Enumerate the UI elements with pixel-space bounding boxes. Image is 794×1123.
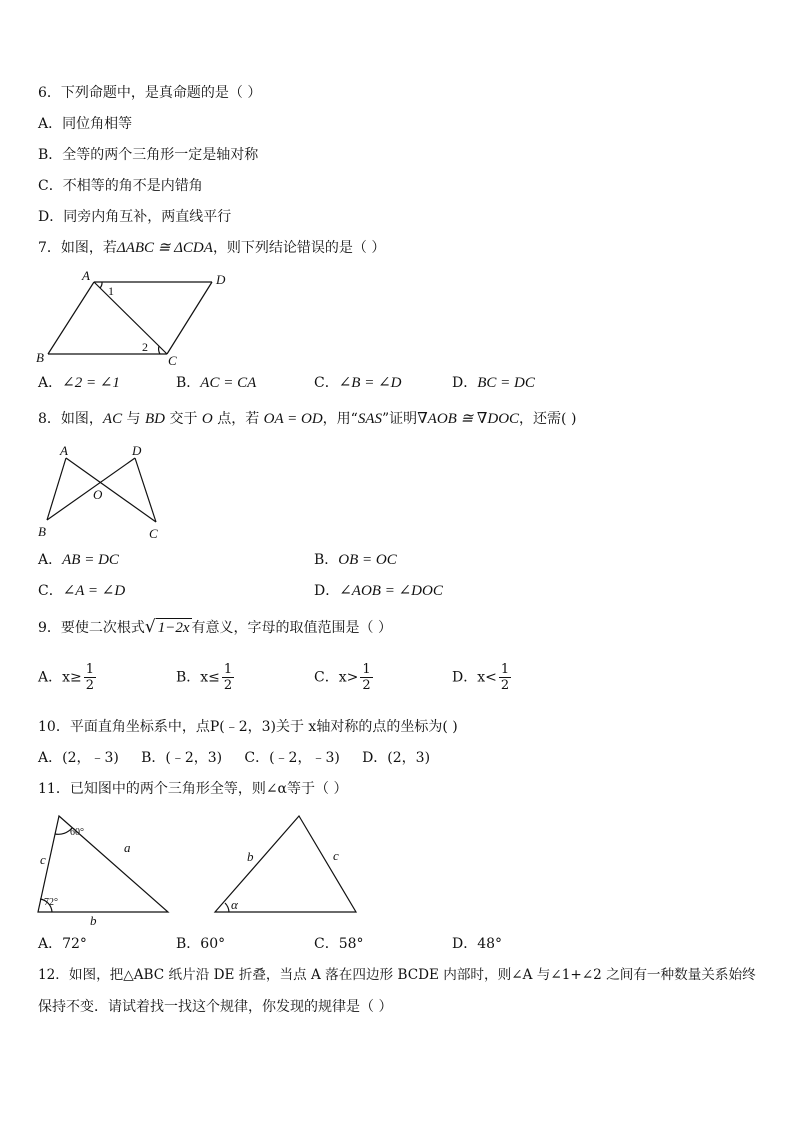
q11-triangle-right-figure	[205, 808, 375, 928]
q12-stem-line1: 12．如图，把△ABC 纸片沿 DE 折叠，当点 A 落在四边形 BCDE 内部时，则∠A 与∠1+∠2 之间有一种数量关系始终	[38, 967, 756, 983]
q7-label-b: B	[36, 350, 44, 365]
q6-option-d: D．同旁内角互补，两直线平行	[38, 209, 232, 225]
q6-option-a: A．同位角相等	[38, 116, 133, 132]
q10-options: A．(2，﹣3) B．(﹣2，3) C．(﹣2，﹣3) D．(2，3)	[38, 750, 431, 766]
q9-radicand: 1−2x	[157, 620, 190, 636]
q8-label-d: D	[132, 443, 142, 458]
q10-stem: 10．平面直角坐标系中，点P(﹣2，3)关于 x轴对称的点的坐标为( )	[38, 719, 458, 735]
q11-right-side-b: b	[247, 849, 254, 864]
q7-option-c: C．∠B = ∠D	[314, 375, 402, 391]
q6-option-b: B．全等的两个三角形一定是轴对称	[38, 147, 259, 163]
q11-angle-60: 60°	[70, 827, 84, 838]
q7-option-a: A．∠2 = ∠1	[38, 375, 120, 391]
q8-option-c: C．∠A = ∠D	[38, 583, 126, 599]
q8-option-d: D．∠AOB = ∠DOC	[314, 583, 443, 599]
q11-option-b: B．60°	[176, 936, 226, 952]
q9-stem: 9．要使二次根式√ 1−2x 有意义，字母的取值范围是（ ）	[38, 617, 392, 637]
q7-angle-1: 1	[108, 284, 114, 298]
q12-stem-line2: 保持不变．请试着找一找这个规律，你发现的规律是（ ）	[38, 999, 393, 1015]
q11-option-d: D．48°	[452, 936, 503, 952]
q8-stem: 8．如图，AC 与 BD 交于 O 点，若 OA = OD，用“SAS”证明∇AOB ≅ ∇DOC，还需( )	[38, 411, 577, 427]
q11-left-side-a: a	[124, 840, 131, 855]
q9-option-b: B．x≤ $\frac{1}{2}$	[176, 662, 233, 693]
q8-option-b: B．OB = OC	[314, 552, 397, 568]
q8-label-a: A	[60, 443, 68, 458]
q7-angle-2: 2	[142, 340, 148, 354]
q11-right-side-c: c	[333, 848, 339, 863]
q7-stem: 7．如图，若ΔABC ≅ ΔCDA，则下列结论错误的是（ ）	[38, 240, 386, 256]
q8-label-o: O	[93, 487, 103, 502]
q7-option-d: D．BC = DC	[452, 375, 535, 391]
q7-parallelogram-figure	[30, 268, 240, 368]
q8-crossed-triangles-figure	[30, 440, 170, 545]
q7-label-a: A	[82, 268, 90, 283]
q11-option-a: A．72°	[38, 936, 87, 952]
q9-option-d: D．x< $\frac{1}{2}$	[452, 662, 510, 693]
q8-label-b: B	[38, 524, 46, 539]
q7-label-d: D	[216, 272, 226, 287]
q9-option-c: C．x> $\frac{1}{2}$	[314, 662, 371, 693]
q8-label-c: C	[149, 526, 158, 541]
q11-triangle-left-figure	[30, 808, 180, 928]
q6-option-c: C．不相等的角不是内错角	[38, 178, 203, 194]
q7-option-b: B．AC = CA	[176, 375, 257, 391]
q8-option-a: A．AB = DC	[38, 552, 119, 568]
q7-label-c: C	[168, 353, 177, 368]
q11-option-c: C．58°	[314, 936, 364, 952]
q9-option-a: A．x≥ $\frac{1}{2}$	[38, 662, 95, 693]
q6-stem: 6．下列命题中，是真命题的是（ ）	[38, 85, 262, 101]
q11-left-side-c: c	[40, 852, 46, 867]
q11-left-side-b: b	[90, 913, 97, 928]
q11-angle-72: 72°	[44, 897, 58, 908]
q11-stem: 11．已知图中的两个三角形全等，则∠α等于（ ）	[38, 781, 348, 797]
q11-angle-alpha: α	[231, 897, 238, 912]
